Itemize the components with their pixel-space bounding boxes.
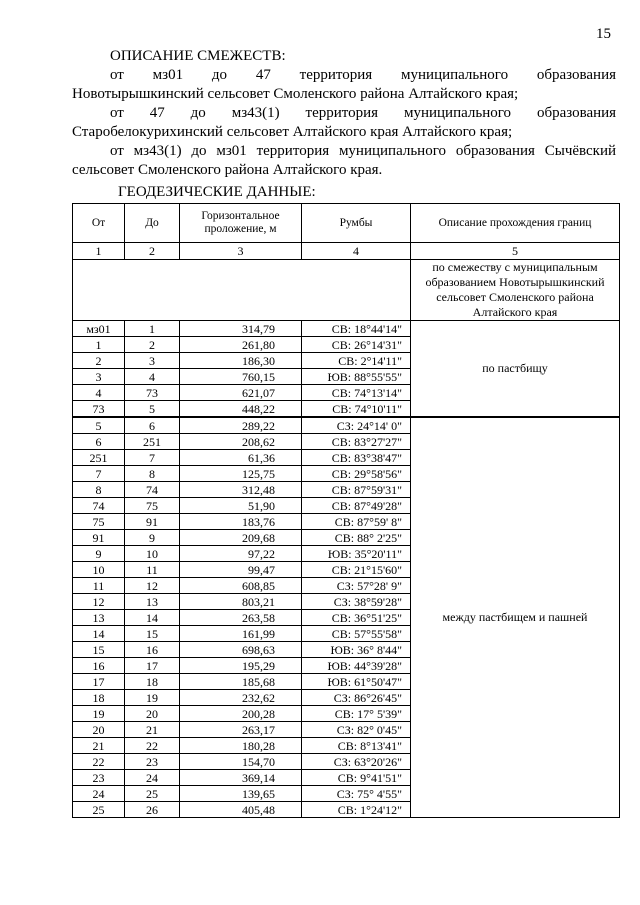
cell-rhumb: ЮВ: 36° 8'44" — [302, 642, 411, 658]
cell-from: 17 — [73, 674, 125, 690]
cell-to: 6 — [125, 417, 180, 434]
column-number: 2 — [125, 243, 180, 260]
cell-distance: 314,79 — [180, 321, 302, 337]
cell-to: 14 — [125, 610, 180, 626]
cell-to: 75 — [125, 498, 180, 514]
cell-to: 25 — [125, 786, 180, 802]
cell-from: 12 — [73, 594, 125, 610]
cell-rhumb: СВ: 88° 2'25" — [302, 530, 411, 546]
col-header-distance: Горизонтальное проложение, м — [180, 204, 302, 243]
cell-rhumb: СВ: 57°55'58" — [302, 626, 411, 642]
cell-to: 91 — [125, 514, 180, 530]
cell-rhumb: СВ: 74°13'14" — [302, 385, 411, 401]
cell-rhumb: СВ: 87°49'28" — [302, 498, 411, 514]
cell-rhumb: СВ: 18°44'14" — [302, 321, 411, 337]
cell-to: 18 — [125, 674, 180, 690]
cell-rhumb: СВ: 29°58'56" — [302, 466, 411, 482]
cell-rhumb: СЗ: 86°26'45" — [302, 690, 411, 706]
cell-from: 13 — [73, 610, 125, 626]
boundary-description: по пастбищу — [411, 321, 620, 418]
column-number: 4 — [302, 243, 411, 260]
cell-distance: 186,30 — [180, 353, 302, 369]
cell-rhumb: СВ: 1°24'12" — [302, 802, 411, 818]
cell-distance: 183,76 — [180, 514, 302, 530]
adjacency-line: от мз43(1) до мз01 территория муниципального образования Сычёвский — [110, 143, 617, 159]
cell-distance: 154,70 — [180, 754, 302, 770]
col-header-description: Описание прохождения границ — [411, 204, 620, 243]
cell-to: 3 — [125, 353, 180, 369]
col-header-rhumb: Румбы — [302, 204, 411, 243]
cell-to: 17 — [125, 658, 180, 674]
cell-distance: 263,17 — [180, 722, 302, 738]
adjacency-item — [72, 66, 616, 104]
cell-rhumb: ЮВ: 61°50'47" — [302, 674, 411, 690]
cell-rhumb: СВ: 8°13'41" — [302, 738, 411, 754]
cell-from: 6 — [73, 434, 125, 450]
cell-rhumb: СЗ: 57°28' 9" — [302, 578, 411, 594]
cell-rhumb: СВ: 83°38'47" — [302, 450, 411, 466]
adjacency-line: от 47 до мз43(1) территория муниципального образования — [110, 105, 617, 121]
boundary-description: между пастбищем и пашней — [411, 417, 620, 818]
cell-to: 20 — [125, 706, 180, 722]
cell-distance: 448,22 — [180, 401, 302, 418]
cell-distance: 180,28 — [180, 738, 302, 754]
cell-to: 12 — [125, 578, 180, 594]
geodetic-table — [72, 203, 620, 818]
cell-from: 5 — [73, 417, 125, 434]
cell-rhumb: СВ: 74°10'11" — [302, 401, 411, 418]
cell-to: 2 — [125, 337, 180, 353]
cell-rhumb: СЗ: 38°59'28" — [302, 594, 411, 610]
adjacency-line: сельсовет Смоленского района Алтайского края. — [72, 162, 383, 178]
table-body — [73, 243, 620, 818]
cell-to: 15 — [125, 626, 180, 642]
col-header-to: До — [125, 204, 180, 243]
cell-rhumb: СВ: 9°41'51" — [302, 770, 411, 786]
column-number-row — [73, 243, 620, 260]
cell-to: 1 — [125, 321, 180, 337]
cell-from: 4 — [73, 385, 125, 401]
cell-from: 14 — [73, 626, 125, 642]
cell-to: 23 — [125, 754, 180, 770]
table-row — [73, 321, 620, 337]
cell-from: 7 — [73, 466, 125, 482]
column-number: 5 — [411, 243, 620, 260]
cell-to: 11 — [125, 562, 180, 578]
cell-distance: 99,47 — [180, 562, 302, 578]
cell-distance: 97,22 — [180, 546, 302, 562]
cell-distance: 209,68 — [180, 530, 302, 546]
cell-from: 2 — [73, 353, 125, 369]
cell-distance: 369,14 — [180, 770, 302, 786]
cell-to: 4 — [125, 369, 180, 385]
cell-from: 1 — [73, 337, 125, 353]
cell-to: 10 — [125, 546, 180, 562]
cell-to: 19 — [125, 690, 180, 706]
cell-distance: 125,75 — [180, 466, 302, 482]
cell-rhumb: СВ: 17° 5'39" — [302, 706, 411, 722]
cell-from: мз01 — [73, 321, 125, 337]
cell-from: 19 — [73, 706, 125, 722]
cell-from: 73 — [73, 401, 125, 418]
cell-to: 5 — [125, 401, 180, 418]
table-row — [73, 417, 620, 434]
adjacency-item — [72, 142, 616, 180]
geodetic-heading: ГЕОДЕЗИЧЕСКИЕ ДАННЫЕ: — [118, 184, 316, 200]
cell-from: 18 — [73, 690, 125, 706]
cell-from: 15 — [73, 642, 125, 658]
section-empty-cell — [73, 260, 411, 321]
cell-distance: 760,15 — [180, 369, 302, 385]
cell-distance: 232,62 — [180, 690, 302, 706]
cell-to: 16 — [125, 642, 180, 658]
cell-distance: 405,48 — [180, 802, 302, 818]
cell-to: 22 — [125, 738, 180, 754]
cell-distance: 312,48 — [180, 482, 302, 498]
col-header-from: От — [73, 204, 125, 243]
cell-rhumb: СЗ: 82° 0'45" — [302, 722, 411, 738]
cell-to: 7 — [125, 450, 180, 466]
cell-rhumb: СВ: 87°59'31" — [302, 482, 411, 498]
cell-distance: 208,62 — [180, 434, 302, 450]
cell-from: 20 — [73, 722, 125, 738]
cell-distance: 200,28 — [180, 706, 302, 722]
cell-distance: 61,36 — [180, 450, 302, 466]
cell-rhumb: СВ: 26°14'31" — [302, 337, 411, 353]
section-description: по смежеству с муниципальным образованием Новотырышкинский сельсовет Смоленского района Алтайского края — [411, 260, 620, 321]
cell-from: 10 — [73, 562, 125, 578]
cell-to: 8 — [125, 466, 180, 482]
cell-from: 21 — [73, 738, 125, 754]
cell-rhumb: СЗ: 24°14' 0" — [302, 417, 411, 434]
cell-distance: 261,80 — [180, 337, 302, 353]
cell-to: 24 — [125, 770, 180, 786]
cell-rhumb: СВ: 21°15'60" — [302, 562, 411, 578]
cell-distance: 803,21 — [180, 594, 302, 610]
adjacency-line: Старобелокурихинский сельсовет Алтайского края Алтайского края; — [72, 124, 513, 140]
cell-to: 9 — [125, 530, 180, 546]
cell-from: 25 — [73, 802, 125, 818]
cell-distance: 139,65 — [180, 786, 302, 802]
cell-to: 21 — [125, 722, 180, 738]
cell-to: 74 — [125, 482, 180, 498]
cell-distance: 195,29 — [180, 658, 302, 674]
adjacency-item — [72, 104, 616, 142]
cell-rhumb: СВ: 36°51'25" — [302, 610, 411, 626]
table-header-row — [73, 204, 620, 243]
cell-from: 8 — [73, 482, 125, 498]
cell-distance: 185,68 — [180, 674, 302, 690]
cell-distance: 161,99 — [180, 626, 302, 642]
cell-from: 23 — [73, 770, 125, 786]
cell-distance: 289,22 — [180, 417, 302, 434]
column-number: 1 — [73, 243, 125, 260]
cell-from: 75 — [73, 514, 125, 530]
cell-from: 22 — [73, 754, 125, 770]
page-number: 15 — [596, 26, 611, 42]
adjacency-line: Новотырышкинский сельсовет Смоленского района Алтайского края; — [72, 86, 519, 102]
cell-rhumb: СВ: 2°14'11" — [302, 353, 411, 369]
cell-from: 91 — [73, 530, 125, 546]
cell-to: 73 — [125, 385, 180, 401]
cell-distance: 263,58 — [180, 610, 302, 626]
cell-to: 26 — [125, 802, 180, 818]
cell-distance: 698,63 — [180, 642, 302, 658]
cell-to: 251 — [125, 434, 180, 450]
adjacency-line: от мз01 до 47 территория муниципального образования — [110, 67, 617, 83]
cell-rhumb: ЮВ: 88°55'55" — [302, 369, 411, 385]
adjacency-heading: ОПИСАНИЕ СМЕЖЕСТВ: — [110, 48, 286, 64]
cell-from: 24 — [73, 786, 125, 802]
cell-rhumb: СВ: 87°59' 8" — [302, 514, 411, 530]
cell-rhumb: СЗ: 75° 4'55" — [302, 786, 411, 802]
cell-from: 74 — [73, 498, 125, 514]
cell-rhumb: ЮВ: 35°20'11" — [302, 546, 411, 562]
cell-distance: 621,07 — [180, 385, 302, 401]
cell-distance: 608,85 — [180, 578, 302, 594]
cell-from: 3 — [73, 369, 125, 385]
cell-rhumb: ЮВ: 44°39'28" — [302, 658, 411, 674]
section-row — [73, 260, 620, 321]
cell-from: 11 — [73, 578, 125, 594]
column-number: 3 — [180, 243, 302, 260]
cell-from: 16 — [73, 658, 125, 674]
cell-from: 251 — [73, 450, 125, 466]
cell-to: 13 — [125, 594, 180, 610]
cell-distance: 51,90 — [180, 498, 302, 514]
cell-from: 9 — [73, 546, 125, 562]
cell-rhumb: СЗ: 63°20'26" — [302, 754, 411, 770]
cell-rhumb: СВ: 83°27'27" — [302, 434, 411, 450]
